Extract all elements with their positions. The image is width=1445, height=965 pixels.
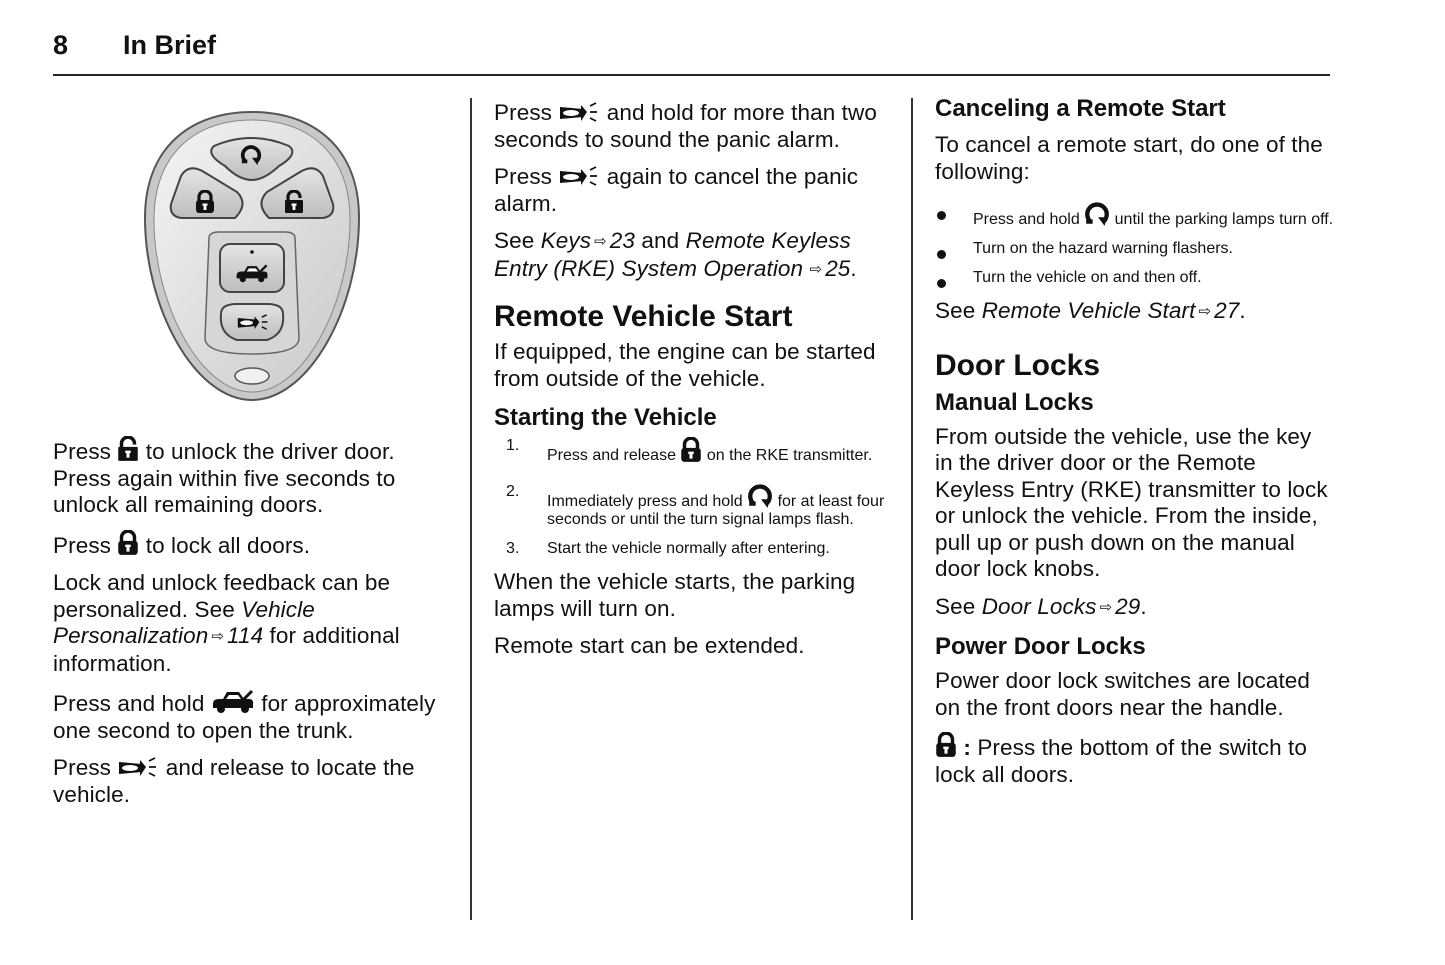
- page-title: In Brief: [123, 30, 217, 60]
- extended-paragraph: Remote start can be extended.: [494, 633, 805, 658]
- page-reference-arrow-icon: ⇨: [1198, 303, 1212, 320]
- panic-horn-icon: [117, 756, 159, 778]
- power-locks-paragraph: Power door lock switches are located on the front doors near the handle.: [935, 668, 1311, 720]
- page-reference-arrow-icon: ⇨: [809, 260, 823, 278]
- cross-reference-link[interactable]: Remote Vehicle Start: [981, 298, 1196, 323]
- see-also-paragraph: See Keys ⇨ 23 and Remote Keyless Entry (RKE) System Operation ⇨ 25.: [494, 228, 857, 281]
- panic-horn-icon: [558, 101, 600, 123]
- page-reference[interactable]: 25: [825, 255, 851, 281]
- remote-start-icon: [747, 483, 773, 509]
- see-also-paragraph: See Remote Vehicle Start ⇨ 27.: [935, 298, 1246, 323]
- subsection-heading: Canceling a Remote Start: [935, 95, 1226, 122]
- bullet-icon: [937, 279, 946, 288]
- cancel-options-list: [935, 201, 1335, 287]
- page-reference-arrow-icon: ⇨: [594, 233, 607, 250]
- unlock-icon: [117, 436, 139, 462]
- panic-paragraph: Press and hold for more than two seconds to sound the panic alarm.: [494, 100, 877, 152]
- bullet-icon: [937, 250, 946, 259]
- steps-list: [494, 437, 899, 558]
- subsection-heading: Power Door Locks: [935, 633, 1146, 660]
- locate-paragraph: Press and release to locate the vehicle.: [53, 755, 415, 807]
- subsection-heading: Manual Locks: [935, 388, 1094, 416]
- column-right: [935, 94, 1335, 799]
- fob-led: [235, 368, 269, 384]
- subsection-heading: Starting the Vehicle: [494, 404, 717, 431]
- page-reference[interactable]: 27: [1214, 298, 1240, 323]
- cross-reference-link[interactable]: Keys: [540, 228, 592, 253]
- list-item: 3. Start the vehicle normally after entering.: [506, 540, 830, 557]
- remote-start-icon: [1084, 201, 1110, 227]
- intro-paragraph: If equipped, the engine can be started from outside of the vehicle.: [494, 339, 876, 391]
- section-heading: Remote Vehicle Start: [494, 300, 793, 333]
- column-left: [53, 436, 453, 819]
- cross-reference-link[interactable]: Door Locks: [981, 593, 1097, 619]
- list-item: 2. Immediately press and hold for at least four seconds or until the turn signal lamps flash.: [506, 483, 885, 528]
- lock-icon: [680, 437, 702, 463]
- lock-paragraph: Press to lock all doors.: [53, 530, 453, 560]
- cancel-intro-paragraph: To cancel a remote start, do one of the following:: [935, 132, 1323, 184]
- column-divider: [911, 98, 913, 920]
- bullet-icon: [937, 211, 946, 220]
- page-reference[interactable]: 114: [227, 623, 264, 648]
- lock-switch-paragraph: : Press the bottom of the switch to lock all doors.: [935, 732, 1335, 788]
- lock-icon: [935, 732, 957, 758]
- page-reference-arrow-icon: ⇨: [1099, 598, 1113, 616]
- column-middle: [494, 100, 899, 671]
- unlock-paragraph: Press to unlock the driver door. Press again within five seconds to unlock all remaining doors.: [53, 436, 453, 519]
- list-item: Press and hold until the parking lamps turn off.: [935, 201, 1335, 229]
- trunk-icon: [211, 688, 255, 714]
- column-divider: [470, 98, 472, 920]
- key-fob-illustration: [139, 108, 365, 404]
- page-number: 8: [53, 30, 69, 60]
- trunk-paragraph: Press and hold for approximately one second to open the trunk.: [53, 688, 453, 744]
- list-item: 1. Press and release on the RKE transmitter.: [506, 437, 873, 464]
- panic-horn-icon: [558, 165, 600, 187]
- page-reference-arrow-icon: ⇨: [211, 628, 225, 645]
- list-item: Turn the vehicle on and then off.: [935, 269, 1335, 287]
- page-reference[interactable]: 23: [609, 228, 636, 253]
- parking-lamps-paragraph: When the vehicle starts, the parking lamps will turn on.: [494, 569, 856, 621]
- manual-locks-paragraph: From outside the vehicle, use the key in the driver door or the Remote Keyless Entry (RKE) transmitter to lock or unlock the vehicle. From the inside, pull up or push down on the manual door lock knobs.: [935, 423, 1328, 581]
- page-reference[interactable]: 29: [1115, 593, 1141, 619]
- cross-reference-link[interactable]: Vehicle Personalization: [53, 596, 315, 648]
- page-header: [53, 28, 1330, 76]
- list-item: Turn on the hazard warning flashers.: [935, 240, 1335, 258]
- see-also-paragraph: See Door Locks ⇨ 29.: [935, 593, 1147, 619]
- personalization-paragraph: Lock and unlock feedback can be personalized. See Vehicle Personalization ⇨ 114 for additional information.: [53, 570, 400, 676]
- section-heading: Door Locks: [935, 348, 1101, 382]
- cancel-panic-paragraph: Press again to cancel the panic alarm.: [494, 164, 859, 216]
- lock-icon: [117, 530, 139, 556]
- cross-reference-link[interactable]: Remote Keyless Entry (RKE) System Operation: [494, 228, 851, 281]
